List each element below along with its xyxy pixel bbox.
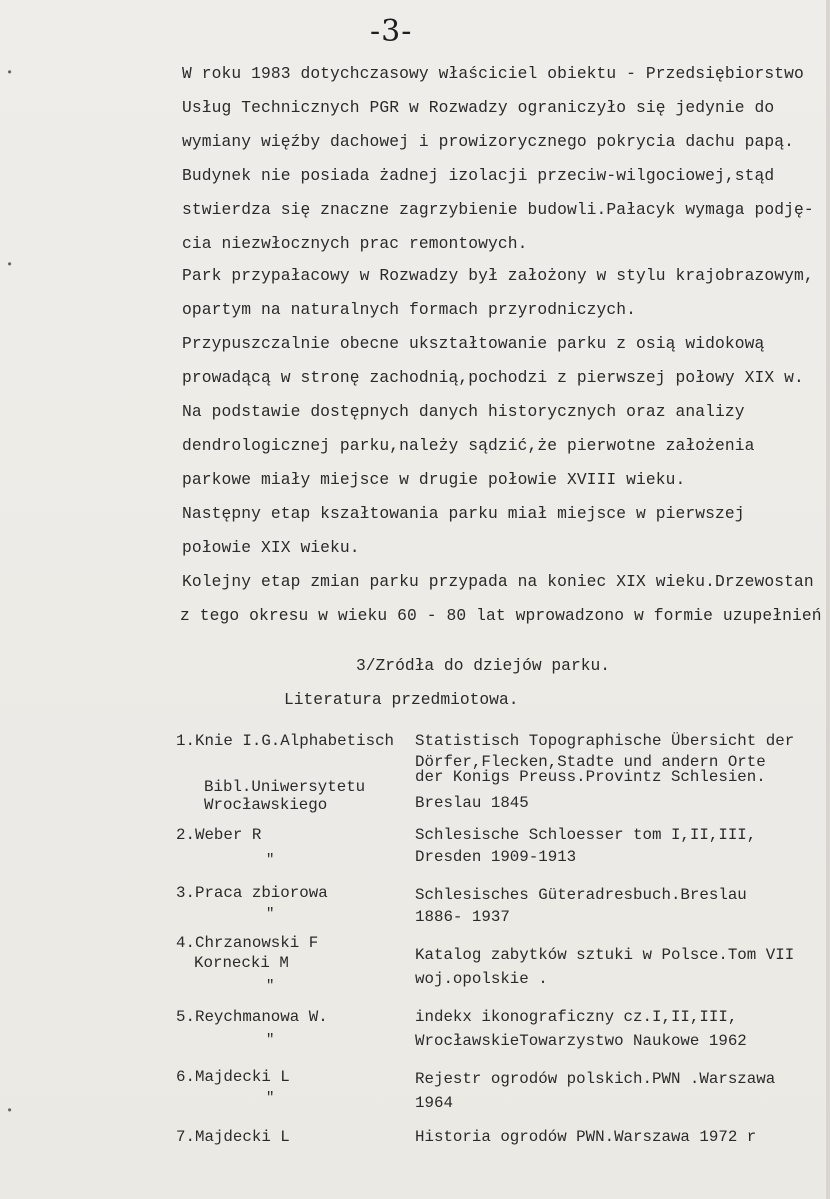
ditto-mark: ": [266, 906, 275, 922]
paragraph-line: wymiany więźby dachowej i prowizorycznego pokrycia dachu papą.: [182, 132, 794, 151]
page-edge: [826, 0, 830, 1199]
bibliography-title: woj.opolskie .: [415, 970, 548, 988]
bibliography-author: 4.Chrzanowski F: [176, 934, 319, 952]
paragraph-line: Na podstawie dostępnych danych historycznych oraz analizy: [182, 402, 745, 421]
bibliography-title: Schlesische Schloesser tom I,II,III,: [415, 826, 757, 844]
bibliography-title: Dresden 1909-1913: [415, 848, 577, 866]
bibliography-title: Dörfer,Flecken,Stadte und andern Orte: [415, 753, 766, 771]
bibliography-author: 1.Knie I.G.Alphabetisch: [176, 732, 395, 750]
paragraph-line: parkowe miały miejsce w drugie połowie XVIII wieku.: [182, 470, 686, 489]
bibliography-title: indekx ikonograficzny cz.I,II,III,: [415, 1008, 738, 1026]
punch-mark: •: [6, 66, 14, 80]
section-title: 3/Zródła do dziejów parku.: [356, 656, 611, 675]
bibliography-title: 1964: [415, 1094, 453, 1112]
paragraph-line: Następny etap kszałtowania parku miał miejsce w pierwszej: [182, 504, 745, 523]
bibliography-author: 3.Praca zbiorowa: [176, 884, 328, 902]
bibliography-title: der Konigs Preuss.Provintz Schlesien.: [415, 768, 766, 786]
bibliography-title: Statistisch Topographische Übersicht der: [415, 732, 795, 750]
page-number: -3-: [370, 14, 413, 49]
section-subtitle: Literatura przedmiotowa.: [284, 690, 519, 709]
punch-mark: •: [6, 1104, 14, 1118]
library-note: Bibl.Uniwersytetu: [204, 778, 366, 796]
bibliography-title: Historia ogrodów PWN.Warszawa 1972 r: [415, 1128, 757, 1146]
bibliography-title: WrocławskieTowarzystwo Naukowe 1962: [415, 1032, 747, 1050]
paragraph-line: Park przypałacowy w Rozwadzy był założony w stylu krajobrazowym,: [182, 266, 814, 285]
paragraph-line: Przypuszczalnie obecne ukształtowanie parku z osią widokową: [182, 334, 765, 353]
paragraph-line: Usług Technicznych PGR w Rozwadzy ograniczyło się jedynie do: [182, 98, 775, 117]
paragraph-line: dendrologicznej parku,należy sądzić,że pierwotne założenia: [182, 436, 755, 455]
paragraph-line: stwierdza się znaczne zagrzybienie budowli.Pałacyk wymaga podję-: [182, 200, 814, 219]
bibliography-title: Breslau 1845: [415, 794, 529, 812]
bibliography-title: Rejestr ogrodów polskich.PWN .Warszawa: [415, 1070, 776, 1088]
bibliography-author: 5.Reychmanowa W.: [176, 1008, 328, 1026]
bibliography-author: 7.Majdecki L: [176, 1128, 290, 1146]
library-note: Wrocławskiego: [204, 796, 328, 814]
punch-mark: •: [6, 258, 14, 272]
paragraph-line: Budynek nie posiada żadnej izolacji przeciw-wilgociowej,stąd: [182, 166, 775, 185]
ditto-mark: ": [266, 1090, 275, 1106]
paragraph-line: Kolejny etap zmian parku przypada na koniec XIX wieku.Drzewostan: [182, 572, 814, 591]
paragraph-line: prowadącą w stronę zachodnią,pochodzi z pierwszej połowy XIX w.: [182, 368, 804, 387]
ditto-mark: ": [266, 852, 275, 868]
ditto-mark: ": [266, 1032, 275, 1048]
paragraph-line: cia niezwłocznych prac remontowych.: [182, 234, 528, 253]
bibliography-title: Katalog zabytków sztuki w Polsce.Tom VII: [415, 946, 795, 964]
bibliography-author: 6.Majdecki L: [176, 1068, 290, 1086]
paragraph-line: połowie XIX wieku.: [182, 538, 360, 557]
bibliography-title: Schlesisches Güteradresbuch.Breslau: [415, 886, 747, 904]
bibliography-author: Kornecki M: [194, 954, 289, 972]
bibliography-author: 2.Weber R: [176, 826, 262, 844]
paragraph-line: z tego okresu w wieku 60 - 80 lat wprowadzono w formie uzupełnień: [180, 606, 822, 625]
bibliography-title: 1886- 1937: [415, 908, 510, 926]
paragraph-line: opartym na naturalnych formach przyrodniczych.: [182, 300, 637, 319]
paragraph-line: W roku 1983 dotychczasowy właściciel obiektu - Przedsiębiorstwo: [182, 64, 804, 83]
ditto-mark: ": [266, 978, 275, 994]
